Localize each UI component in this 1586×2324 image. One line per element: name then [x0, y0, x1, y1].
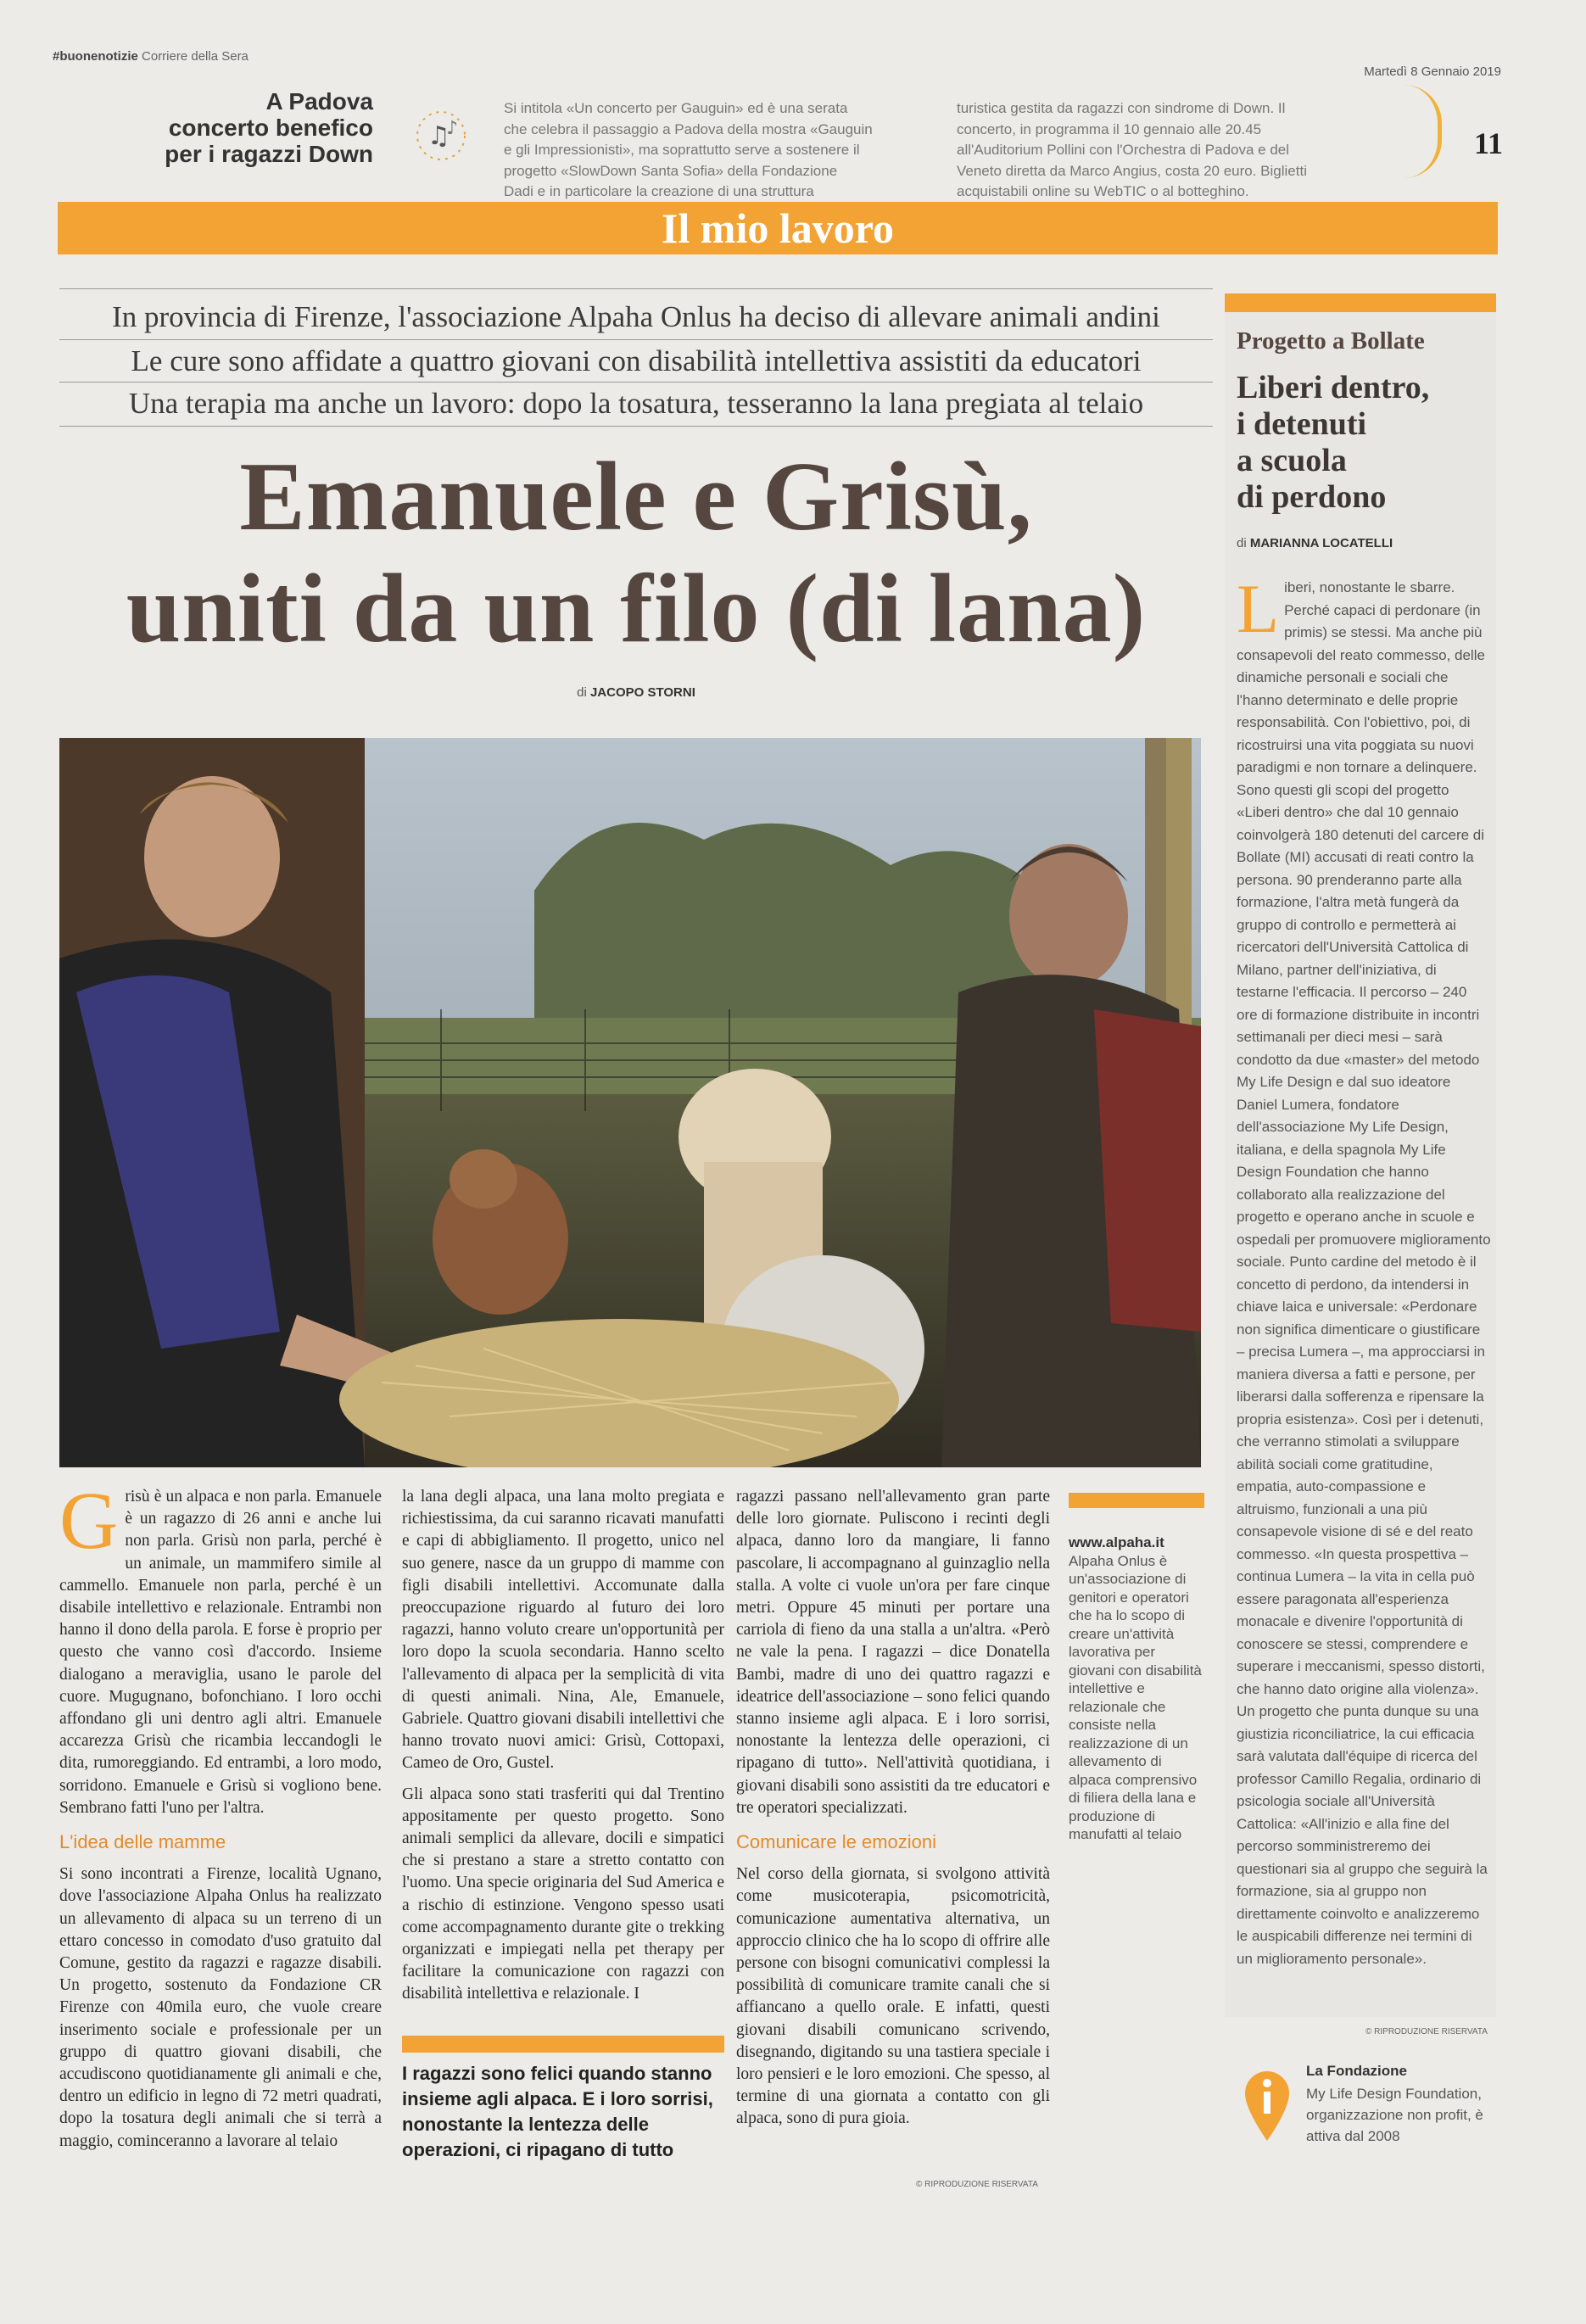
quote-bar: [402, 2036, 724, 2053]
info-icon: [1240, 2066, 1294, 2142]
promo-line: turistica gestita da ragazzi con sindrome di Down. Il: [957, 100, 1286, 116]
promo-title-line: A Padova: [265, 88, 373, 115]
side-note: [1069, 1534, 1204, 1844]
sidebar-headline-line: di perdono: [1237, 479, 1387, 515]
issue-date: Martedì 8 Gennaio 2019: [1364, 64, 1501, 79]
paragraph: Nel corso della giornata, si svolgono attività come musicoterapia, psicomotricità, comunicazione aumentativa alternativa, un approccio clinico che ha lo scopo di offrire alle persone con bisogni comunicativi complessi la possibilità di comunicare tramite canali che si affiancano a quello orale. E infatti, questi giovani disabili comunicano scrivendo, disegnando, digitando su una tastiera speciale i loro pensieri e le loro emozioni. Che spesso, al termine di una giornata a contatto con gli alpaca, sono di pura gioia.: [736, 1865, 1050, 2128]
byline: [59, 685, 1213, 700]
promo-title-line: per i ragazzi Down: [165, 141, 373, 167]
kicker-line: In provincia di Firenze, l'associazione Alpaha Onlus ha deciso di allevare animali andini: [112, 300, 1160, 333]
byline-author: JACOPO STORNI: [589, 685, 695, 700]
subhead: Comunicare le emozioni: [736, 1831, 936, 1853]
promo-line: Veneto diretta da Marco Angius, costa 20 euro. Biglietti: [957, 162, 1307, 179]
sidebar-byline: [1237, 536, 1393, 550]
promo-line: concerto, in programma il 10 gennaio alle 20.45: [957, 120, 1262, 137]
sidebar-top-bar: [1225, 293, 1496, 312]
sidebar-headline-line: a scuola: [1237, 443, 1347, 478]
byline-prefix: di: [577, 685, 587, 700]
byline-prefix: di: [1237, 536, 1247, 550]
dropcap: G: [59, 1475, 119, 1566]
paragraph: la lana degli alpaca, una lana molto pregiata e richiestissima, da cui saranno ricavati manufatti e capi di abbigliamento. Il progetto, unico nel suo genere, nasce da un gruppo di mamme con figli disabili intellettivi. Accomunate dalla preoccupazione riguardo al futuro dei loro ragazzi, hanno voluto creare un'opportunità per loro dopo la scuola secondaria. Hanno scelto l'allevamento di alpaca per la semplicità di vita di questi animali. Nina, Ale, Emanuele, Gabriele. Quattro giovani disabili intellettivi che hanno trovato nuovi amici: Grisù, Cottopaxi, Cameo de Oro, Gustel.: [402, 1488, 724, 1773]
article-column-3: [736, 1486, 1050, 2139]
kicker-line: Una terapia ma anche un lavoro: dopo la tosatura, tesseranno la lana pregiata al telaio: [128, 387, 1144, 420]
promo-line: e gli Impressionisti», ma soprattutto serve a sostenere il: [504, 142, 860, 158]
paragraph: Gli alpaca sono stati trasferiti qui dal Trentino appositamente per questo progetto. Sono animali semplici da allevare, docili e simpatici che si prestano a stare a stretto contatto con l'uomo. Una specie originaria del Sud America e a rischio di estinzione. Vengono spesso usati come accompagnamento durante gite o trekking organizzati e impiegati nella pet therapy per facilitare la comunicazione con ragazzi con disabilità intellettiva e relazionale. I: [402, 1785, 724, 2003]
masthead: [53, 49, 249, 64]
promo-line: acquistabili online su WebTIC o al botteghino.: [957, 183, 1249, 199]
divider: [59, 288, 1213, 289]
byline-author: MARIANNA LOCATELLI: [1249, 536, 1393, 550]
promo-line: che celebra il passaggio a Padova della mostra «Gauguin: [504, 120, 873, 137]
article-column-1: [59, 1475, 382, 2161]
divider: [59, 339, 1213, 340]
sidebar-headline-line: Liberi dentro,: [1237, 370, 1430, 405]
fondazione-text: My Life Design Foundation, organizzazione non profit, è attiva dal 2008: [1306, 2086, 1483, 2144]
fondazione-label: La Fondazione: [1306, 2063, 1407, 2079]
promo-bracket: [1404, 85, 1442, 178]
paragraph: ragazzi passano nell'allevamento gran parte delle loro giornate. Puliscono i recinti degli alpaca, danno loro da mangiare, li fanno pascolare, li accompagnano al guinzaglio nella stalla. A volte ci vuole un'ora per fare cinque metri. Oppure 45 minuti per portare una carriola di fieno da una stalla a un'altra. «Però ne vale la pena. I ragazzi – dice Donatella Bambi, madre di uno dei quattro ragazzi e ideatrice dell'associazione – sono felici quando stanno insieme agli alpaca. E i loro sorrisi, nonostante la lentezza delle operazioni, ci ripagano di tutto». Nell'attività quotidiana, i giovani disabili sono assistiti da tre educatori e tre operatori specializzati.: [736, 1488, 1050, 1817]
sidebar-kicker: Progetto a Bollate: [1237, 327, 1425, 355]
paragraph-text: risù è un alpaca e non parla. Emanuele è un ragazzo di 26 anni e anche lui non parla. Grisù non parla, perché è un animale, un mammifero simile al cammello. Emanuele non parla, perché è un disabile intellettivo e relazionale. Entrambi non hanno il dono della parola. E forse è proprio per questo che vanno così d'accordo. Insieme dialogano a meraviglia, usano le parole del cuore. Mugugnano, bofonchiano. I loro occhi affondano gli uni dentro agli altri. Emanuele accarezza Grisù che ricambia leccandogli le dita, rumoreggiando. Ed entrambi, a loro modo, sorridono. Emanuele e Grisù si vogliono bene. Sembrano fatti l'uno per l'altra.: [59, 1488, 382, 1817]
page-number: 11: [1473, 126, 1503, 160]
masthead-paper: Corriere della Sera: [142, 49, 249, 64]
side-bar: [1069, 1493, 1204, 1508]
article-column-2: [402, 1486, 724, 2014]
svg-text:♪: ♪: [446, 118, 459, 139]
sidebar-headline: [1237, 370, 1491, 516]
sidebar-body: [1237, 570, 1491, 1970]
section-title: Il mio lavoro: [661, 204, 895, 252]
headline-line: Emanuele e Grisù,: [239, 443, 1033, 551]
promo-title-line: concerto benefico: [168, 115, 373, 141]
copyright-notice: © RIPRODUZIONE RISERVATA: [916, 2180, 1038, 2189]
svg-text:♫: ♫: [427, 121, 450, 151]
divider: [59, 382, 1213, 383]
divider: [59, 426, 1213, 427]
promo-line: Si intitola «Un concerto per Gauguin» ed è una serata: [504, 100, 848, 116]
promo-title: [127, 88, 373, 167]
masthead-brand: #buonenotizie: [53, 49, 138, 64]
paragraph: [59, 1475, 382, 1819]
headline-line: uniti da un filo (di lana): [126, 555, 1147, 663]
sidebar-headline-line: i detenuti: [1237, 406, 1367, 442]
music-notes-icon: [407, 100, 475, 168]
kicker-line: Le cure sono affidate a quattro giovani con disabilità intellettiva assistiti da educatori: [131, 344, 1142, 377]
dropcap: L: [1237, 570, 1280, 647]
subhead: L'idea delle mamme: [59, 1831, 226, 1853]
promo-line: Dadi e in particolare la creazione di una struttura: [504, 183, 814, 199]
copyright-notice: © RIPRODUZIONE RISERVATA: [1365, 2027, 1488, 2036]
alpaca-photo: [59, 738, 1201, 1467]
promo-column-2: [957, 98, 1398, 203]
pull-quote: I ragazzi sono felici quando stanno insieme agli alpaca. E i loro sorrisi, nonostante la lentezza delle operazioni, ci ripagano di tutto: [402, 2063, 713, 2160]
promo-line: all'Auditorium Pollini con l'Orchestra di Padova e del: [957, 142, 1290, 158]
side-text: Alpaha Onlus è un'associazione di genitori e operatori che ha lo scopo di creare un'attività lavorativa per giovani con disabilità intellettive e relazionale che consiste nella realizzazione di un allevamento di alpaca comprensivo di filiera della lana e produzione di manufatti al telaio: [1069, 1552, 1202, 1842]
side-url: www.alpaha.it: [1069, 1534, 1164, 1550]
sidebar-body-text: iberi, nonostante le sbarre. Perché capaci di perdonare (in primis) se stessi. Ma anche più consapevoli del reato commesso, delle dinamiche personali e sociali che l'hanno determinato e delle proprie responsabilità. Con l'obiettivo, poi, di ricostruirsi una vita poggiata su nuovi paradigmi e non tornare a delinquere. Sono questi gli scopi del progetto «Liberi dentro» che dal 10 gennaio coinvolgerà 180 detenuti del carcere di Bollate (MI) accusati di reati contro la persona. 90 prenderanno parte alla formazione, l'altra metà fungerà da gruppo di controllo e permetterà ai ricercatori dell'Università Cattolica di Milano, partner dell'iniziativa, di testarne l'efficacia. Il percorso – 240 ore di formazione distribuite in incontri settimanali per dieci mesi – sarà condotto da due «master» del metodo My Life Design e dal suo ideatore Daniel Lumera, fondatore dell'associazione My Life Design, italiana, e della spagnola My Life Design Foundation che hanno collaborato alla realizzazione del progetto e operano anche in scuole e ospedali per promuovere miglioramento sociale. Punto cardine del metodo è il concetto di perdono, da intendersi in chiave laica e universale: «Perdonare non significa dimenticare o giustificare – precisa Lumera –, ma approcciarsi in maniera diversa a fatti e persone, per liberarsi dalla sofferenza e ripensare la propria esistenza». Così per i detenuti, che verranno stimolati a sviluppare abilità sociali come gratitudine, empatia, auto-compassione e altruismo, funzionali a una più consapevole visione di sé e del reato commesso. «In questa prospettiva – continua Lumera – la vita in cella può essere paragonata all'esperienza monacale e divenire l'opportunità di conoscere se stessi, comprendere e superare i meccanismi, spesso distorti, che hanno dato origine alla violenza». Un progetto che punta dunque su una giustizia riconciliatrice, la cui efficacia sarà valutata dall'équipe di ricerca del professor Camillo Regalia, ordinario di psicologia sociale all'Università Cattolica: «All'inizio e alla fine del percorso somministreremo dei questionari sia al gruppo che seguirà la formazione, sia al gruppo non direttamente coinvolto e analizzeremo le auspicabili differenze nei termini di un miglioramento personale».: [1237, 579, 1491, 1967]
promo-column-1: [504, 98, 936, 203]
paragraph: Si sono incontrati a Firenze, località Ugnano, dove l'associazione Alpaha Onlus ha realizzato un allevamento di alpaca su un terreno di un ettaro concesso in comodato d'uso gratuito dal Comune, gestito da ragazzi e ragazze disabili. Un progetto, sostenuto da Fondazione CR Firenze con 40mila euro, che vuole creare inserimento sociale e professionale per un gruppo di quattro giovani disabili, che accudiscono quotidianamente gli animali e che, dentro un edificio in legno di 72 metri quadrati, dopo la tosatura degli animali che si terrà a maggio, cominceranno a lavorare al telaio: [59, 1865, 382, 2150]
promo-line: progetto «SlowDown Santa Sofia» della Fondazione: [504, 162, 838, 179]
